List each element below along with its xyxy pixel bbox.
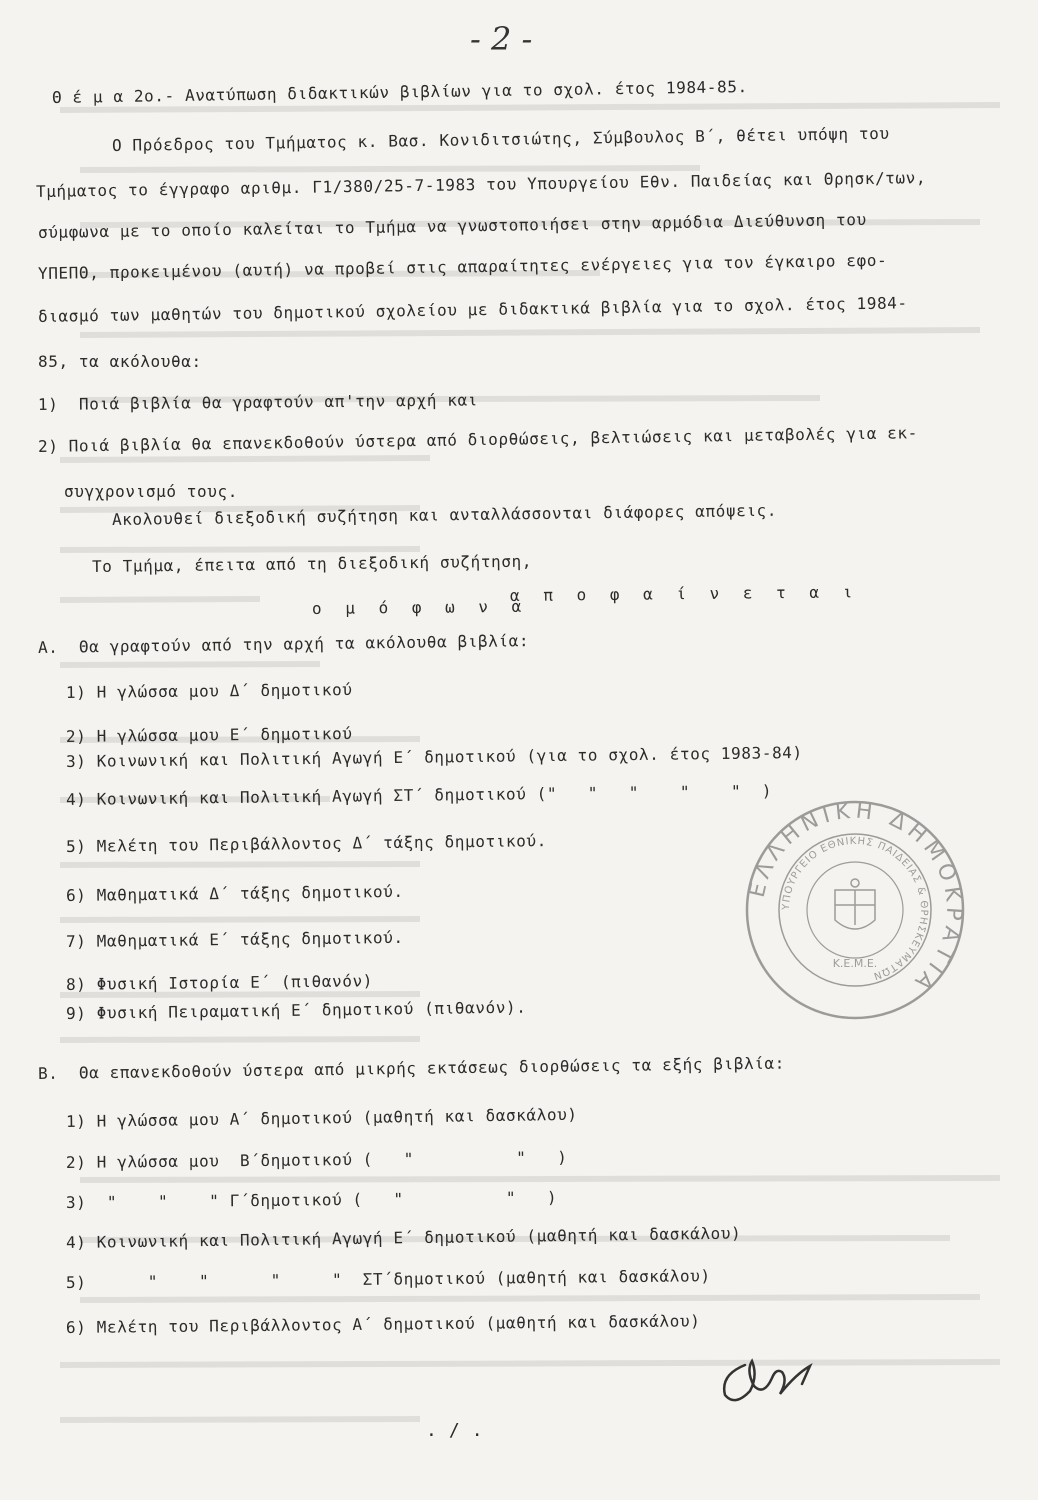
section-a-item-7: 7) Μαθηματικά Ε΄ τάξης δημοτικού.: [65, 927, 404, 951]
intro-line-3: σύμφωνα με το οποίο καλείται το Τμήμα να γνωστοποιήσει στην αρμόδια Διεύθυνση του: [37, 209, 867, 242]
question-2: 2) Ποιά βιβλία θα επανεκδοθούν ύστερα από διορθώσεις, βελτιώσεις και μεταβολές για εκ-: [37, 423, 919, 456]
section-b-item-3: 3) " " " Γ΄δημοτικού ( " " ): [65, 1187, 558, 1212]
discussion-line: Ακολουθεί διεξοδική συζήτηση και ανταλλάσσονται διάφορες απόψεις.: [111, 500, 778, 529]
intro-line-1: Ο Πρόεδρος του Τμήματος κ. Βασ. Κονιδιτσιώτης, Σύμβουλος Β΄, θέτει υπόψη του: [111, 123, 890, 155]
svg-text:ΥΠΟΥΡΓΕΙΟ ΕΘΝΙΚΗΣ ΠΑΙΔΕΙΑΣ & Θ: ΥΠΟΥΡΓΕΙΟ ΕΘΝΙΚΗΣ ΠΑΙΔΕΙΑΣ & ΘΡΗΣΚΕΥΜΑΤΩΝ: [780, 835, 930, 982]
after-discussion-line: Το Τμήμα, έπειτα από τη διεξοδική συζήτηση,: [91, 551, 533, 576]
section-b-item-2: 2) Η γλώσσα μου Β΄δημοτικού ( " " ): [65, 1147, 568, 1172]
seal-emblem-icon: [835, 879, 875, 929]
section-a-item-2: 2) Η γλώσσα μου Ε΄ δημοτικού: [65, 724, 353, 746]
section-b-item-1: 1) Η γλώσσα μου Α΄ δημοτικού (μαθητή και δασκάλου): [65, 1104, 578, 1131]
section-a-item-9: 9) Φυσική Πειραματική Ε΄ δημοτικού (πιθανόν).: [65, 997, 527, 1023]
section-a-item-3: 3) Κοινωνική και Πολιτική Αγωγή Ε΄ δημοτικού (για το σχολ. έτος 1983-84): [65, 742, 803, 771]
section-a-item-4: 4) Κοινωνική και Πολιτική Αγωγή ΣΤ΄ δημοτικού (" " " " " ): [65, 781, 773, 809]
section-a-item-5: 5) Μελέτη του Περιβάλλοντος Δ΄ τάξης δημοτικού.: [65, 831, 548, 856]
question-2-cont: συγχρονισμό τους.: [64, 482, 238, 501]
intro-line-4: ΥΠΕΠΘ, προκειμένου (αυτή) να προβεί στις απαραίτητες ενέργειες για τον έγκαιρο εφο-: [37, 250, 888, 283]
section-b-item-5: 5) " " " " ΣΤ΄δημοτικού (μαθητή και δασκάλου): [65, 1266, 711, 1292]
section-a-item-6: 6) Μαθηματικά Δ΄ τάξης δημοτικού.: [65, 881, 404, 905]
intro-line-5: διασμό των μαθητών του δημοτικού σχολείου με διδακτικά βιβλία για το σχολ. έτος 1984-: [37, 293, 908, 326]
section-b-item-6: 6) Μελέτη του Περιβάλλοντος Α΄ δημοτικού (μαθητή και δασκάλου): [65, 1311, 701, 1337]
seal-bottom-text: Κ.Ε.Μ.Ε.: [832, 957, 878, 970]
section-b-item-4: 4) Κοινωνική και Πολιτική Αγωγή Ε΄ δημοτικού (μαθητή και δασκάλου): [65, 1223, 742, 1252]
official-seal: [740, 795, 970, 1025]
section-a-heading: Α. Θα γραφτούν από την αρχή τα ακόλουθα βιβλία:: [37, 631, 530, 657]
continuation-mark: . / .: [426, 1420, 484, 1441]
svg-text:ΕΛΛΗΝΙΚΗ ΔΗΜΟΚΡΑΤΙΑ: ΕΛΛΗΝΙΚΗ ΔΗΜΟΚΡΑΤΙΑ: [744, 798, 967, 998]
handwritten-signature: [705, 1335, 835, 1410]
section-a-item-8: 8) Φυσική Ιστορία Ε΄ (πιθανόν): [65, 971, 374, 994]
intro-line-2: Τμήματος το έγγραφο αριθμ. Γ1/380/25-7-1983 του Υπουργείου Εθν. Παιδείας και Θρησκ/των,: [35, 168, 927, 201]
section-b-heading: Β. Θα επανεκδοθούν ύστερα από μικρής εκτάσεως διορθώσεις τα εξής βιβλία:: [37, 1053, 786, 1083]
section-a-item-1: 1) Η γλώσσα μου Δ΄ δημοτικού: [65, 680, 353, 702]
decision-unanimous: ο μ ό φ ω ν α: [311, 596, 529, 618]
question-1: 1) Ποιά βιβλία θα γραφτούν απ'την αρχή και: [37, 390, 479, 414]
intro-line-6: 85, τα ακόλουθα:: [38, 352, 202, 371]
page-number: - 2 -: [470, 20, 533, 58]
decision-rules: α π ο φ α ί ν ε τ α ι: [509, 582, 860, 605]
topic-title: Θ έ μ α 2ο.- Ανατύπωση διδακτικών βιβλίων για το σχολ. έτος 1984-85.: [51, 77, 748, 107]
